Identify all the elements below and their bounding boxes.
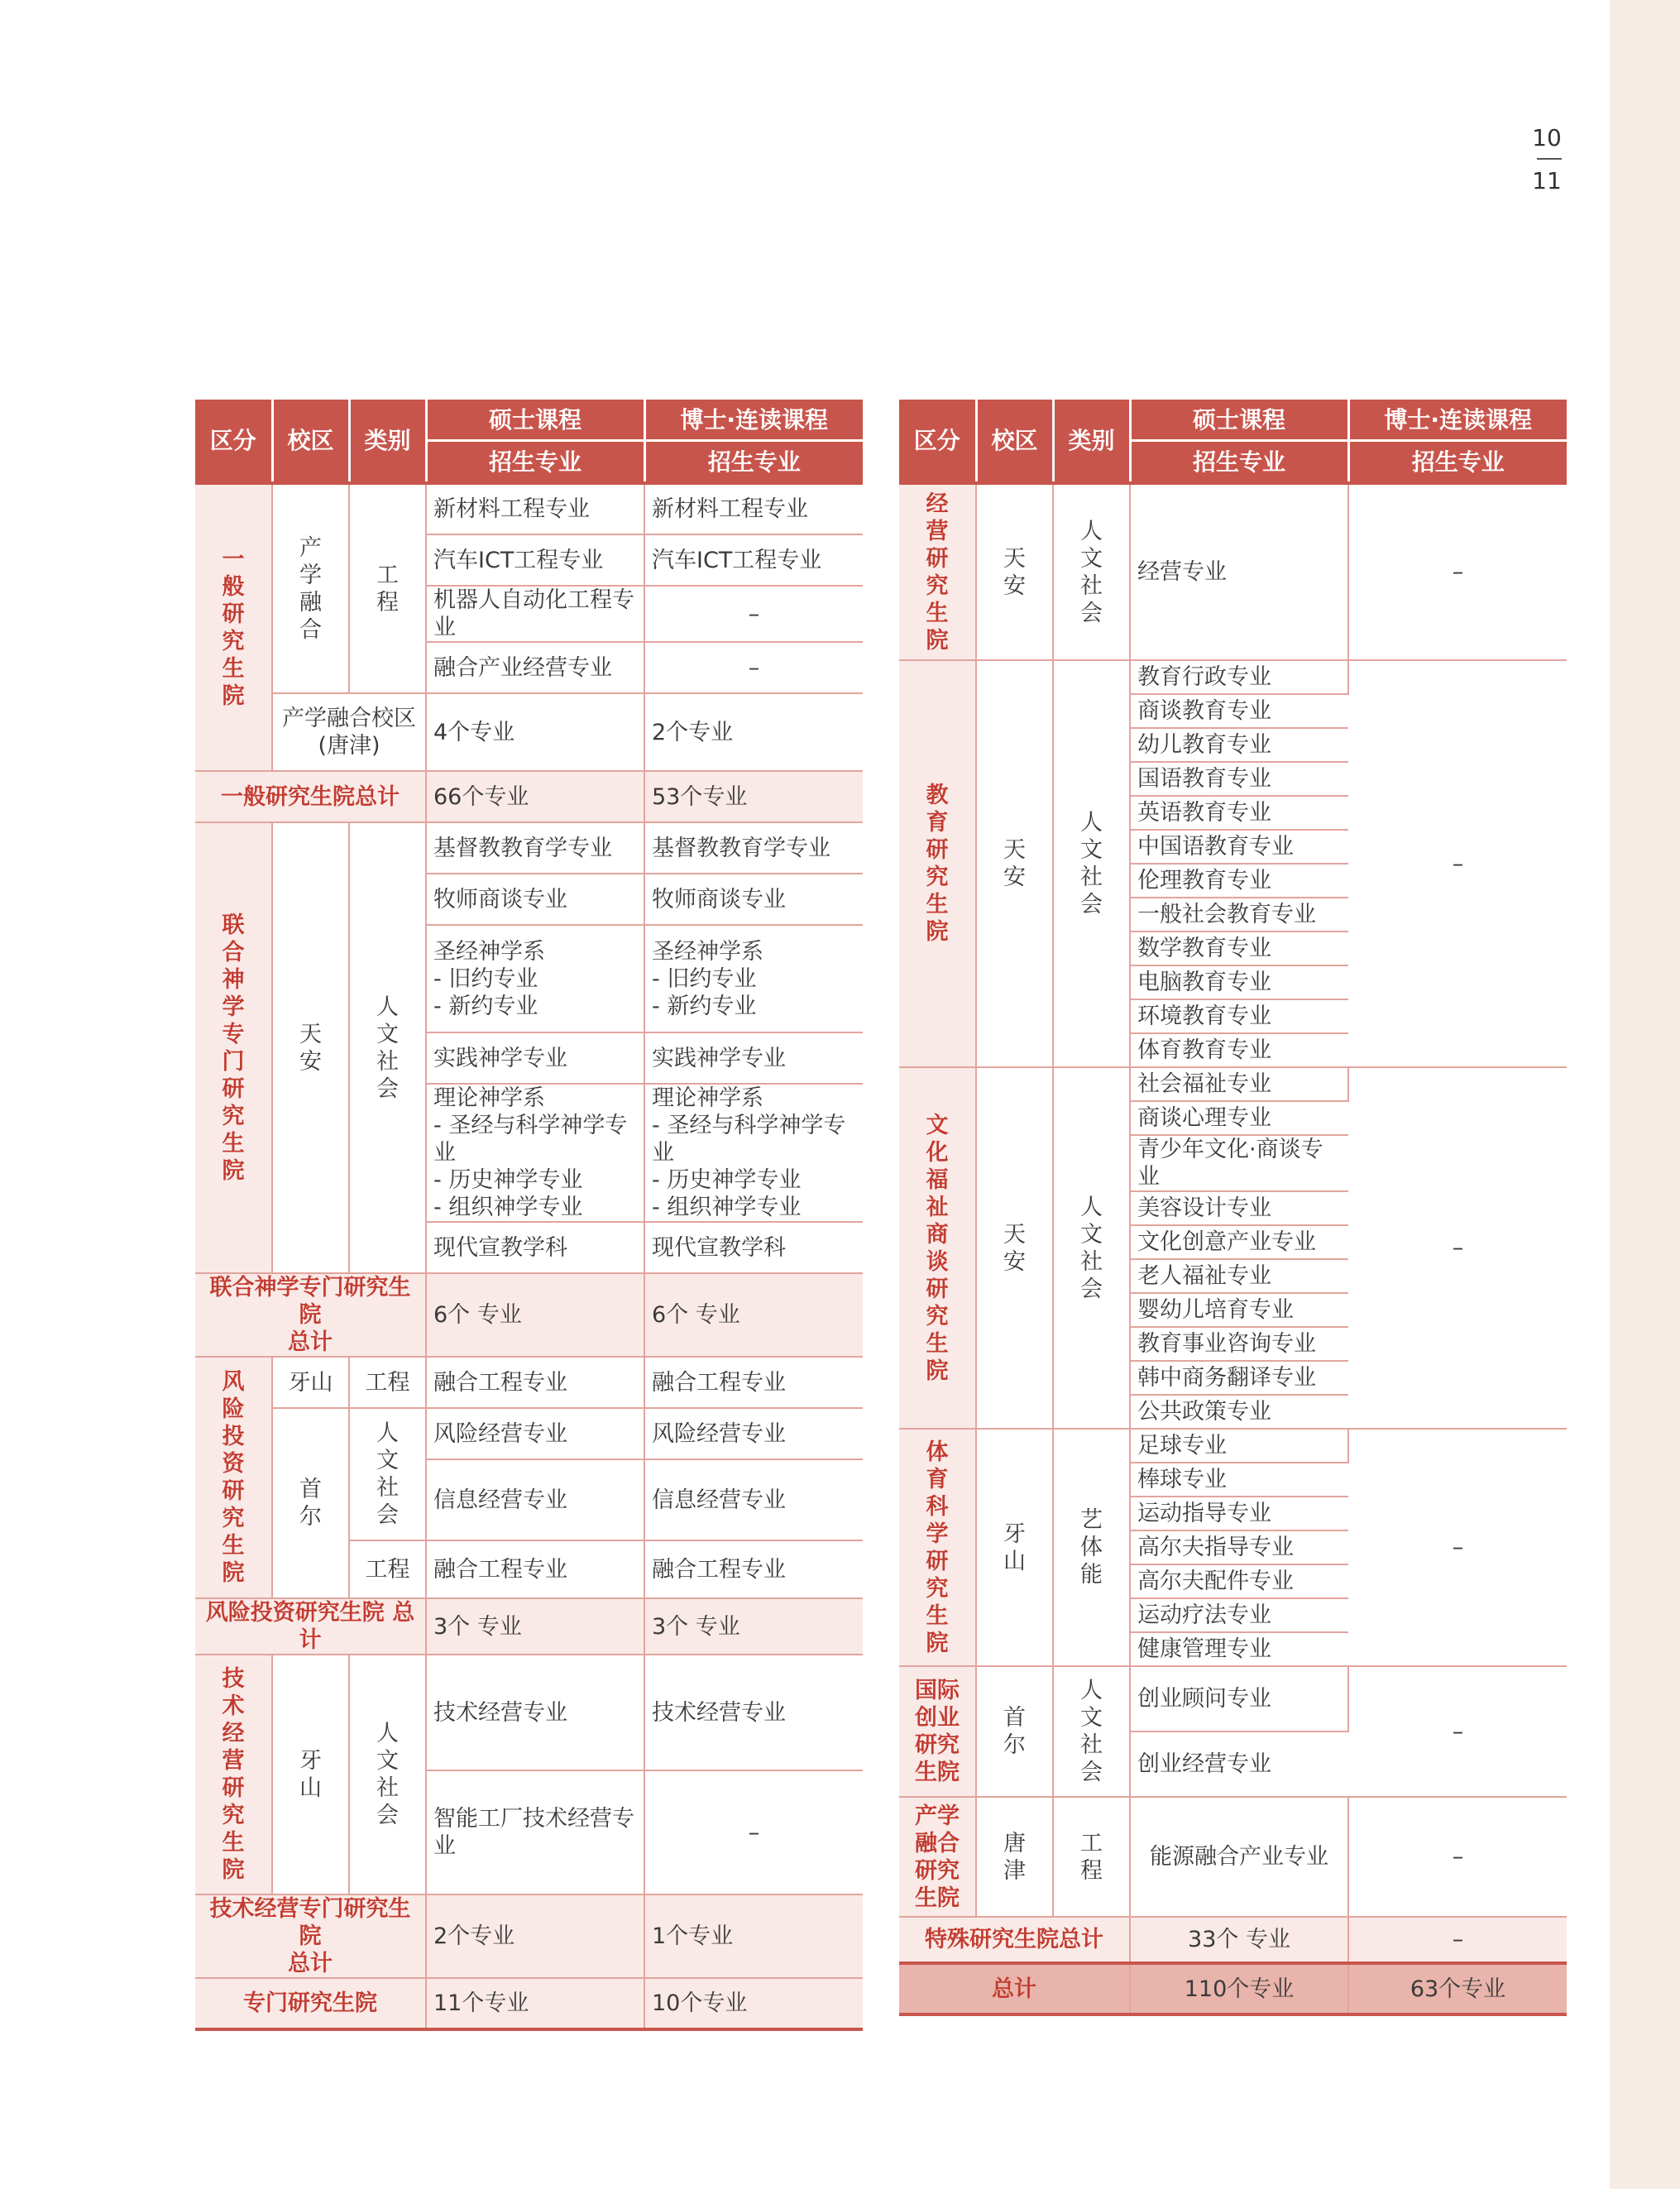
master-major: 环境教育专业 bbox=[1130, 999, 1348, 1033]
master-major: 融合工程专业 bbox=[426, 1357, 644, 1408]
master-major: 教育事业咨询专业 bbox=[1130, 1327, 1348, 1361]
master-major: 社会福祉专业 bbox=[1130, 1067, 1348, 1101]
master-major: 现代宣教学科 bbox=[426, 1222, 644, 1273]
dept-tech-management: 技 术 经 营 研 究 生 院 bbox=[195, 1655, 272, 1894]
doctor-major: 理论神学系 - 圣经与科学神学专业 - 历史神学专业 - 组织神学专业 bbox=[644, 1084, 863, 1222]
master-major: 风险经营专业 bbox=[426, 1408, 644, 1459]
master-major: 牧师商谈专业 bbox=[426, 874, 644, 925]
doctor-major: 实践神学专业 bbox=[644, 1032, 863, 1084]
special-total-doctor: – bbox=[1348, 1917, 1567, 1963]
total-label: 一般研究生院总计 bbox=[195, 771, 426, 822]
total-master: 3个 专业 bbox=[426, 1598, 644, 1655]
master-major: 教育行政专业 bbox=[1130, 660, 1348, 694]
total-doctor: 6个 专业 bbox=[644, 1273, 863, 1357]
master-major: 技术经营专业 bbox=[426, 1655, 644, 1770]
master-major: 智能工厂技术经营专业 bbox=[426, 1770, 644, 1894]
category-humanities: 人 文 社 会 bbox=[1053, 483, 1130, 660]
total-doctor: 53个专业 bbox=[644, 771, 863, 822]
page-number-left: 10 bbox=[1532, 124, 1562, 151]
master-major: 创业经营专业 bbox=[1130, 1732, 1348, 1797]
campus-dangjin: 产学融合校区 (唐津) bbox=[272, 693, 426, 771]
master-major: 理论神学系 - 圣经与科学神学专业 - 历史神学专业 - 组织神学专业 bbox=[426, 1084, 644, 1222]
doctor-major: – bbox=[1348, 1067, 1567, 1429]
total-master: 66个专业 bbox=[426, 771, 644, 822]
master-major: 高尔夫指导专业 bbox=[1130, 1530, 1348, 1564]
master-major: 幼儿教育专业 bbox=[1130, 728, 1348, 762]
total-label: 技术经营专门研究生院 总计 bbox=[195, 1894, 426, 1978]
header-doctor: 博士·连读课程 bbox=[1348, 400, 1567, 441]
master-major: 圣经神学系 - 旧约专业 - 新约专业 bbox=[426, 925, 644, 1032]
total-master: 6个 专业 bbox=[426, 1273, 644, 1357]
master-major: 基督教教育学专业 bbox=[426, 822, 644, 874]
dept-united-theology: 联 合 神 学 专 门 研 究 生 院 bbox=[195, 822, 272, 1273]
doctor-major: 融合工程专业 bbox=[644, 1357, 863, 1408]
campus-asan: 牙山 bbox=[272, 1357, 349, 1408]
left-table bbox=[195, 400, 863, 2031]
doctor-major: 汽车ICT工程专业 bbox=[644, 534, 863, 586]
header-campus: 校区 bbox=[272, 400, 349, 483]
campus-asan: 牙 山 bbox=[976, 1429, 1053, 1666]
doctor-major: – bbox=[644, 586, 863, 642]
category-humanities: 人 文 社 会 bbox=[349, 822, 426, 1273]
category-humanities: 人 文 社 会 bbox=[1053, 1666, 1130, 1797]
doctor-major: – bbox=[644, 1770, 863, 1894]
master-count: 4个专业 bbox=[426, 693, 644, 771]
master-major: 信息经营专业 bbox=[426, 1459, 644, 1540]
page-number-divider bbox=[1537, 158, 1562, 160]
dept-intl-startup: 国际 创业 研究 生院 bbox=[899, 1666, 976, 1797]
special-total-label: 专门研究生院 bbox=[195, 1978, 426, 2029]
header-category: 类别 bbox=[1053, 400, 1130, 483]
special-total-master: 11个专业 bbox=[426, 1978, 644, 2029]
grand-total-master: 110个专业 bbox=[1130, 1963, 1348, 2014]
master-major: 融合工程专业 bbox=[426, 1540, 644, 1598]
campus-cheonan: 天 安 bbox=[272, 822, 349, 1273]
master-major: 机器人自动化工程专业 bbox=[426, 586, 644, 642]
category-humanities: 人 文 社 会 bbox=[349, 1655, 426, 1894]
master-major: 健康管理专业 bbox=[1130, 1632, 1348, 1666]
dept-industry-convergence: 产学 融合 研究 生院 bbox=[899, 1797, 976, 1917]
doctor-major: 新材料工程专业 bbox=[644, 483, 863, 534]
side-strip bbox=[1610, 0, 1680, 2189]
doctor-major: – bbox=[1348, 660, 1567, 1067]
category-arts-sports: 艺 体 能 bbox=[1053, 1429, 1130, 1666]
master-major: 商谈教育专业 bbox=[1130, 694, 1348, 728]
master-major: 数学教育专业 bbox=[1130, 932, 1348, 965]
header-doctor-majors: 招生专业 bbox=[644, 441, 863, 484]
master-major: 英语教育专业 bbox=[1130, 796, 1348, 830]
doctor-major: – bbox=[1348, 1429, 1567, 1666]
master-major: 青少年文化·商谈专业 bbox=[1130, 1135, 1348, 1191]
category-engineering: 工程 bbox=[349, 1357, 426, 1408]
total-doctor: 3个 专业 bbox=[644, 1598, 863, 1655]
category-humanities: 人 文 社 会 bbox=[349, 1408, 426, 1540]
master-major: 美容设计专业 bbox=[1130, 1191, 1348, 1225]
master-major: 公共政策专业 bbox=[1130, 1395, 1348, 1429]
master-major: 老人福祉专业 bbox=[1130, 1259, 1348, 1293]
header-doctor: 博士·连读课程 bbox=[644, 400, 863, 441]
master-major: 足球专业 bbox=[1130, 1429, 1348, 1463]
master-major: 电脑教育专业 bbox=[1130, 965, 1348, 999]
header-master-majors: 招生专业 bbox=[1130, 441, 1348, 484]
master-major: 实践神学专业 bbox=[426, 1032, 644, 1084]
campus-seoul: 首 尔 bbox=[976, 1666, 1053, 1797]
category-humanities: 人 文 社 会 bbox=[1053, 660, 1130, 1067]
total-label: 联合神学专门研究生院 总计 bbox=[195, 1273, 426, 1357]
doctor-major: 基督教教育学专业 bbox=[644, 822, 863, 874]
master-major: 运动疗法专业 bbox=[1130, 1598, 1348, 1632]
master-major: 创业顾问专业 bbox=[1130, 1666, 1348, 1732]
doctor-major: – bbox=[1348, 483, 1567, 660]
dept-culture-welfare: 文 化 福 祉 商 谈 研 究 生 院 bbox=[899, 1067, 976, 1429]
special-total-label: 特殊研究生院总计 bbox=[899, 1917, 1130, 1963]
doctor-count: 2个专业 bbox=[644, 693, 863, 771]
special-total-doctor: 10个专业 bbox=[644, 1978, 863, 2029]
campus-asan: 牙 山 bbox=[272, 1655, 349, 1894]
dept-business: 经 营 研 究 生 院 bbox=[899, 483, 976, 660]
master-major: 汽车ICT工程专业 bbox=[426, 534, 644, 586]
dept-education: 教 育 研 究 生 院 bbox=[899, 660, 976, 1067]
dept-sports-science: 体 育 科 学 研 究 生 院 bbox=[899, 1429, 976, 1666]
doctor-major: 信息经营专业 bbox=[644, 1459, 863, 1540]
master-major: 新材料工程专业 bbox=[426, 483, 644, 534]
total-label: 风险投资研究生院 总计 bbox=[195, 1598, 426, 1655]
special-total-master: 33个 专业 bbox=[1130, 1917, 1348, 1963]
grand-total-label: 总计 bbox=[899, 1963, 1130, 2014]
dept-venture: 风 险 投 资 研 究 生 院 bbox=[195, 1357, 272, 1598]
header-division: 区分 bbox=[899, 400, 976, 483]
master-major: 中国语教育专业 bbox=[1130, 830, 1348, 864]
doctor-major: 技术经营专业 bbox=[644, 1655, 863, 1770]
category-engineering: 工 程 bbox=[1053, 1797, 1130, 1917]
master-major: 经营专业 bbox=[1130, 483, 1348, 660]
header-doctor-majors: 招生专业 bbox=[1348, 441, 1567, 484]
master-major: 融合产业经营专业 bbox=[426, 642, 644, 693]
doctor-major: – bbox=[644, 642, 863, 693]
total-master: 2个专业 bbox=[426, 1894, 644, 1978]
master-major: 能源融合产业专业 bbox=[1130, 1797, 1348, 1917]
master-major: 高尔夫配件专业 bbox=[1130, 1564, 1348, 1598]
campus-industry: 产 学 融 合 bbox=[272, 483, 349, 693]
doctor-major: – bbox=[1348, 1666, 1567, 1797]
campus-seoul: 首 尔 bbox=[272, 1408, 349, 1598]
doctor-major: 现代宣教学科 bbox=[644, 1222, 863, 1273]
grand-total-doctor: 63个专业 bbox=[1348, 1963, 1567, 2014]
doctor-major: – bbox=[1348, 1797, 1567, 1917]
header-master-majors: 招生专业 bbox=[426, 441, 644, 484]
total-doctor: 1个专业 bbox=[644, 1894, 863, 1978]
doctor-major: 圣经神学系 - 旧约专业 - 新约专业 bbox=[644, 925, 863, 1032]
header-division: 区分 bbox=[195, 400, 272, 483]
master-major: 棒球专业 bbox=[1130, 1463, 1348, 1497]
dept-general-graduate: 一 般 研 究 生 院 bbox=[195, 483, 272, 771]
master-major: 婴幼儿培育专业 bbox=[1130, 1293, 1348, 1327]
master-major: 一般社会教育专业 bbox=[1130, 898, 1348, 932]
header-category: 类别 bbox=[349, 400, 426, 483]
master-major: 运动指导专业 bbox=[1130, 1497, 1348, 1530]
doctor-major: 融合工程专业 bbox=[644, 1540, 863, 1598]
category-engineering: 工 程 bbox=[349, 483, 426, 693]
master-major: 商谈心理专业 bbox=[1130, 1101, 1348, 1135]
right-table bbox=[899, 400, 1567, 2016]
campus-cheonan: 天 安 bbox=[976, 483, 1053, 660]
campus-dangjin: 唐 津 bbox=[976, 1797, 1053, 1917]
master-major: 伦理教育专业 bbox=[1130, 864, 1348, 898]
header-master: 硕士课程 bbox=[426, 400, 644, 441]
campus-cheonan: 天 安 bbox=[976, 1067, 1053, 1429]
header-master: 硕士课程 bbox=[1130, 400, 1348, 441]
category-humanities: 人 文 社 会 bbox=[1053, 1067, 1130, 1429]
master-major: 文化创意产业专业 bbox=[1130, 1225, 1348, 1259]
category-engineering: 工程 bbox=[349, 1540, 426, 1598]
page-number-right: 11 bbox=[1532, 167, 1562, 194]
doctor-major: 风险经营专业 bbox=[644, 1408, 863, 1459]
master-major: 韩中商务翻译专业 bbox=[1130, 1361, 1348, 1395]
master-major: 体育教育专业 bbox=[1130, 1033, 1348, 1067]
master-major: 国语教育专业 bbox=[1130, 762, 1348, 796]
header-campus: 校区 bbox=[976, 400, 1053, 483]
campus-cheonan: 天 安 bbox=[976, 660, 1053, 1067]
doctor-major: 牧师商谈专业 bbox=[644, 874, 863, 925]
